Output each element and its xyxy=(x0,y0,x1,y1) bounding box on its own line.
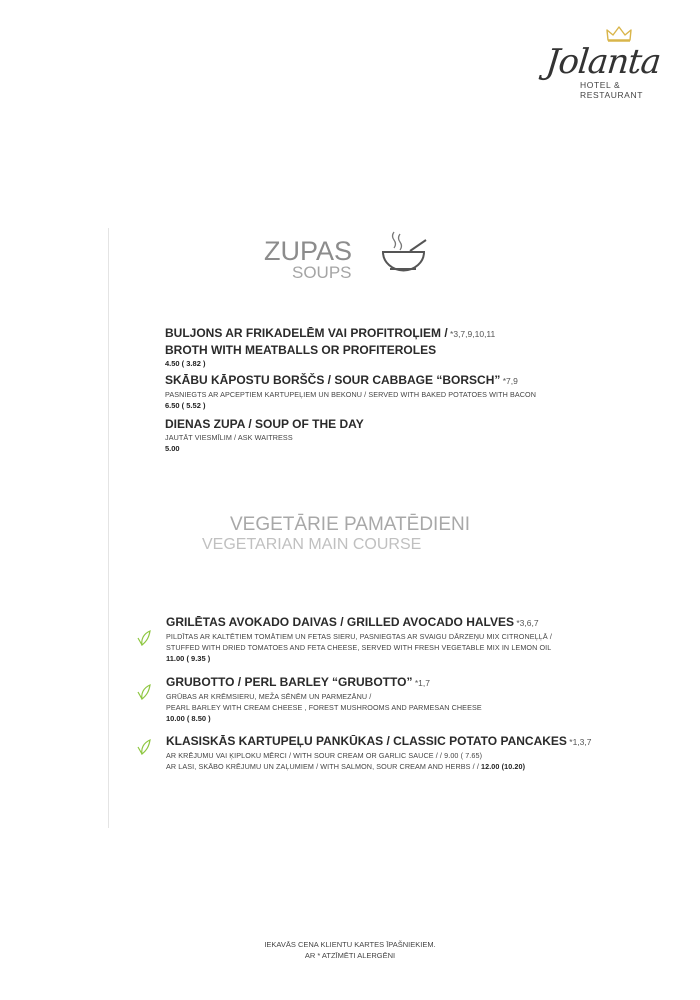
item-price: 10.00 ( 8.50 ) xyxy=(166,714,211,723)
item-price: 11.00 ( 9.35 ) xyxy=(166,654,211,663)
item-allergens: *1,7 xyxy=(412,678,430,688)
item-description-en: STUFFED WITH DRIED TOMATOES AND FETA CHEESE, SERVED WITH FRESH VEGETABLE MIX IN LEMON OIL xyxy=(166,643,552,652)
item-allergens: *3,6,7 xyxy=(514,618,539,628)
item-price: 4.50 ( 3.82 ) xyxy=(165,359,206,368)
item-name: DIENAS ZUPA / SOUP OF THE DAY xyxy=(165,417,364,431)
item-allergens: *1,3,7 xyxy=(566,737,592,747)
menu-item-borsch xyxy=(165,372,536,412)
item-description-en: PEARL BARLEY WITH CREAM CHEESE , FOREST MUSHROOMS AND PARMESAN CHEESE xyxy=(166,703,482,712)
crown-icon xyxy=(606,26,632,42)
item-description: PASNIEGTS AR APCEPTIEM KARTUPEĻIEM UN BEKONU / SERVED WITH BAKED POTATOES WITH BACON xyxy=(165,390,537,399)
menu-item-avocado xyxy=(166,614,552,665)
item-price: 5.00 xyxy=(165,444,180,453)
item-name: KLASISKĀS KARTUPEĻU PANKŪKAS / CLASSIC POTATO PANCAKES xyxy=(166,734,567,748)
item-name: GRUBOTTO / PERL BARLEY “GRUBOTTO” xyxy=(166,675,413,689)
item-name: BULJONS AR FRIKADELĒM VAI PROFITROĻIEM / xyxy=(165,326,448,340)
item-allergens: *7,9 xyxy=(500,376,518,386)
leaf-icon xyxy=(137,630,151,646)
vegetarian-title-en: VEGETARIAN MAIN COURSE xyxy=(202,536,422,553)
soups-title-lv: ZUPAS xyxy=(264,236,353,266)
menu-item-grubotto xyxy=(166,674,482,725)
item-price: 12.00 (10.20) xyxy=(481,762,526,771)
menu-item-soup-of-day xyxy=(165,416,364,455)
item-name-en: BROTH WITH MEATBALLS OR PROFITEROLES xyxy=(165,343,437,357)
brand-tagline: HOTEL & RESTAURANT xyxy=(580,80,643,100)
footer-note xyxy=(0,939,700,961)
menu-item-broth xyxy=(165,325,495,370)
item-description-lv: PILDĪTAS AR KALTĒTIEM TOMĀTIEM UN FETAS SIERU, PASNIEGTAS AR SVAIGU DĀRZEŅU MIX CITRONEĻĻĀ / xyxy=(166,632,552,641)
leaf-icon xyxy=(137,684,151,700)
menu-item-potato-pancakes xyxy=(166,733,592,772)
item-description-option-2: AR LASI, SKĀBO KRĒJUMU UN ZAĻUMIEM / WITH SALMON, SOUR CREAM AND HERBS / / 12.00 (10.20) xyxy=(166,762,526,771)
left-divider-line xyxy=(108,228,109,828)
item-description-option-1: AR KRĒJUMU VAI ĶIPLOKU MĒRCI / WITH SOUR CREAM OR GARLIC SAUCE / / 9.00 ( 7.65) xyxy=(166,751,483,760)
brand-name: Jolanta xyxy=(543,42,663,82)
item-name: SKĀBU KĀPOSTU BORŠČS / SOUR CABBAGE “BORSCH” xyxy=(165,373,501,387)
item-description: JAUTĀT VIESMĪLIM / ASK WAITRESS xyxy=(165,433,293,442)
leaf-icon xyxy=(137,739,151,755)
brand-logo xyxy=(540,26,680,100)
footer-allergen-note: AR * ATZĪMĒTI ALERGĒNI xyxy=(304,951,396,960)
soup-bowl-icon xyxy=(380,228,430,274)
soups-title-en: SOUPS xyxy=(292,263,352,282)
vegetarian-title-lv: VEGETĀRIE PAMATĒDIENI xyxy=(230,514,471,535)
item-price: 6.50 ( 5.52 ) xyxy=(165,401,206,410)
item-allergens: *3,7,9,10,11 xyxy=(447,329,496,339)
footer-card-price-note: IEKAVĀS CENA KLIENTU KARTES ĪPAŠNIEKIEM. xyxy=(264,940,436,949)
item-name: GRILĒTAS AVOKADO DAIVAS / GRILLED AVOCADO HALVES xyxy=(166,615,515,629)
item-description-lv: GRŪBAS AR KRĒMSIERU, MEŽA SĒNĒM UN PARMEZĀNU / xyxy=(166,692,372,701)
